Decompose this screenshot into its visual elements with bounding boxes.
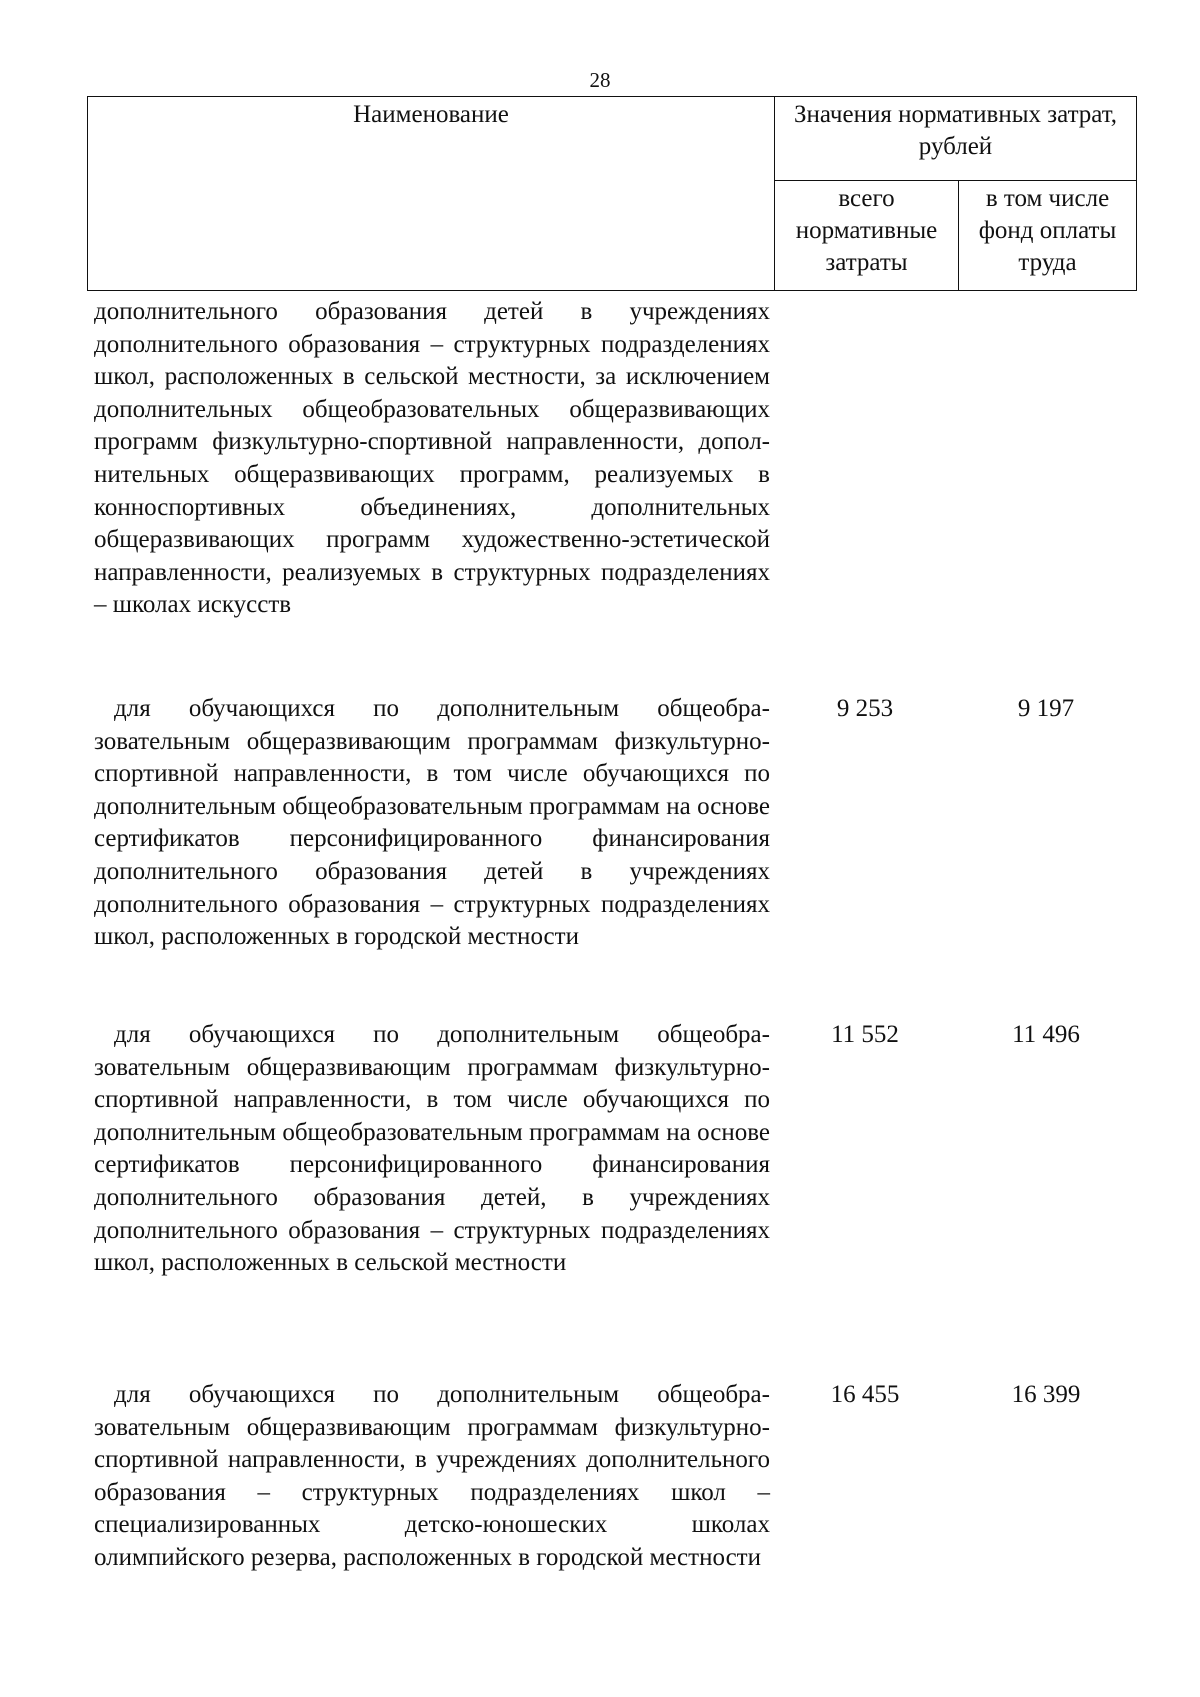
table-row-fot: 16 399 xyxy=(1011,1381,1081,1408)
header-fot-column: в том числе фонд оплаты труда xyxy=(959,181,1137,291)
table-row-total: 9 253 xyxy=(836,695,894,722)
table-row-text: для обучающихся по дополнительным общеобразовательным общеразвивающим программам физкультурно-спортивной направленности, в том числе обучающихся по дополнительным общеобразовательным программам на основе сертификатов персонифицированного финансирования дополнительного образования детей, в учреждениях дополнительного образования – структурных подразделениях школ, расположенных в сельской местности xyxy=(94,1021,770,1277)
table-row-text: для обучающихся по дополнительным общеобразовательным общеразвивающим программам физкультурно-спортивной направленности, в том числе обучающихся по дополнительным общеобразовательным программам на основе сертификатов персонифицированного финансирования дополнительного образования детей в учреждениях дополнительного образования – структурных подразделениях школ, расположенных в городской местности xyxy=(94,695,770,951)
table-row-text: дополнительного образования детей в учреждениях дополнительного образования – структурных подразделениях школ, расположенных в сельской местности, за исключением дополнительных общеобразовательных общеразвивающих программ физкультурно-спортивной направленности, дополнительных общеразвивающих программ, реализуемых в конноспортивных объединениях, дополнительных общеразвивающих программ художественно-эстетической направленности, реализуемых в структурных подразделениях – школах искусств xyxy=(94,298,770,619)
table-row-total: 11 552 xyxy=(831,1021,899,1048)
table-header xyxy=(87,96,1137,291)
table-row-fot: 11 496 xyxy=(1012,1021,1080,1048)
header-total-column: всего нормативные затраты xyxy=(775,181,959,291)
table-row-fot: 9 197 xyxy=(1017,695,1075,722)
table-row-total: 16 455 xyxy=(830,1381,900,1408)
page-number: 28 xyxy=(589,68,611,92)
header-name-column: Наименование xyxy=(88,97,775,291)
table-row-text: для обучающихся по дополнительным общеобразовательным общеразвивающим программам физкультурно-спортивной направленности, в учреждениях дополнительного образования – структурных подразделениях школ – специализированных детско-юношеских школах олимпийского резерва, расположенных в городской местности xyxy=(94,1381,770,1571)
header-values-column: Значения нормативных затрат, рублей xyxy=(775,97,1137,181)
